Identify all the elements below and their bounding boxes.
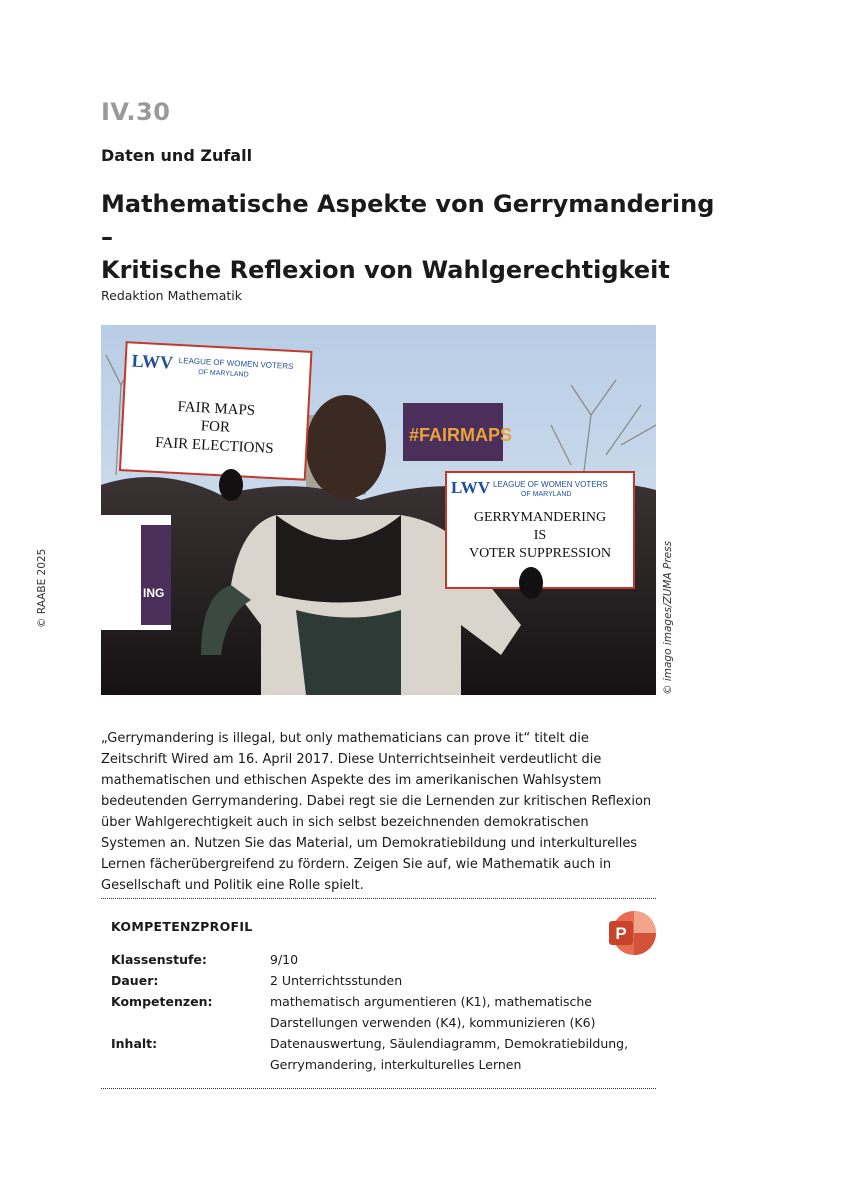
- svg-text:LWV: LWV: [451, 478, 491, 497]
- protest-photo: [101, 325, 656, 695]
- title-line-1: Mathematische Aspekte von Gerrymandering –: [101, 190, 715, 251]
- svg-text:ING: ING: [143, 586, 165, 600]
- row-inhalt: [111, 1033, 651, 1075]
- copyright-notice: © RAABE 2025: [36, 548, 48, 628]
- row-klassenstufe: [111, 949, 651, 970]
- gerrymandering-sign: [446, 472, 634, 588]
- row-label: Kompetenzen:: [111, 994, 213, 1009]
- row-label: Dauer:: [111, 973, 159, 988]
- svg-text:GERRYMANDERING: GERRYMANDERING: [473, 510, 607, 525]
- svg-text:LWV: LWV: [131, 350, 174, 373]
- row-dauer: [111, 970, 651, 991]
- svg-text:FAIR MAPS: FAIR MAPS: [177, 398, 256, 420]
- dotted-divider-bottom: [101, 1088, 656, 1089]
- intro-paragraph: „Gerrymandering is illegal, but only mathematicians can prove it“ titelt die Zeitschrift Wired am 16. April 2017. Diese Unterrichtseinheit verdeutlicht die mathematischen und ethischen Aspekte des im amerikanischen Wahlsystem bedeutenden Gerrymandering. Dabei regt sie die Lernenden zur kritischen Reflexion über Wahlgerechtigkeit auch in sich selbst bezeichnenden demokratischen Systemen an. Nutzen Sie das Material, um Demokratiebildung und interkulturelles Lernen fächerübergreifend zu fördern. Zeigen Sie auf, wie Mathematik auch in Gesellschaft und Politik eine Rolle spielt.: [101, 731, 652, 893]
- partial-sign: [101, 515, 171, 630]
- svg-text:P: P: [615, 924, 627, 943]
- page-title: [101, 188, 721, 287]
- row-label: Inhalt:: [111, 1036, 158, 1051]
- svg-text:FOR: FOR: [200, 418, 231, 436]
- svg-text:LEAGUE OF WOMEN VOTERS: LEAGUE OF WOMEN VOTERS: [493, 480, 608, 489]
- row-value: Datenauswertung, Säulendiagramm, Demokratiebildung, Gerrymandering, interkulturelles Lernen: [270, 1036, 629, 1072]
- author: Redaktion Mathematik: [101, 288, 242, 303]
- photo-credit: © imago images/ZUMA Press: [662, 540, 674, 695]
- fair-maps-sign: [120, 342, 311, 480]
- svg-text:#FAIRMAPS: #FAIRMAPS: [409, 425, 513, 445]
- svg-text:IS: IS: [533, 528, 547, 543]
- dotted-divider-top: [101, 898, 656, 899]
- row-kompetenzen: [111, 991, 651, 1033]
- competence-heading: KOMPETENZPROFIL: [111, 919, 253, 934]
- title-line-2: Kritische Reflexion von Wahlgerechtigkeit: [101, 256, 670, 284]
- row-value: mathematisch argumentieren (K1), mathematische Darstellungen verwenden (K4), kommunizieren (K6): [270, 994, 596, 1030]
- svg-text:OF MARYLAND: OF MARYLAND: [198, 369, 249, 379]
- svg-text:OF MARYLAND: OF MARYLAND: [521, 491, 572, 498]
- svg-text:VOTER SUPPRESSION: VOTER SUPPRESSION: [469, 546, 611, 561]
- fairmaps-sign: [403, 403, 512, 461]
- row-value: 9/10: [270, 952, 299, 967]
- svg-text:LEAGUE OF WOMEN VOTERS: LEAGUE OF WOMEN VOTERS: [178, 355, 294, 371]
- svg-text:FAIR ELECTIONS: FAIR ELECTIONS: [154, 434, 274, 458]
- category-label: Daten und Zufall: [101, 146, 253, 165]
- row-label: Klassenstufe:: [111, 952, 207, 967]
- unit-code: IV.30: [101, 98, 171, 126]
- row-value: 2 Unterrichtsstunden: [270, 973, 403, 988]
